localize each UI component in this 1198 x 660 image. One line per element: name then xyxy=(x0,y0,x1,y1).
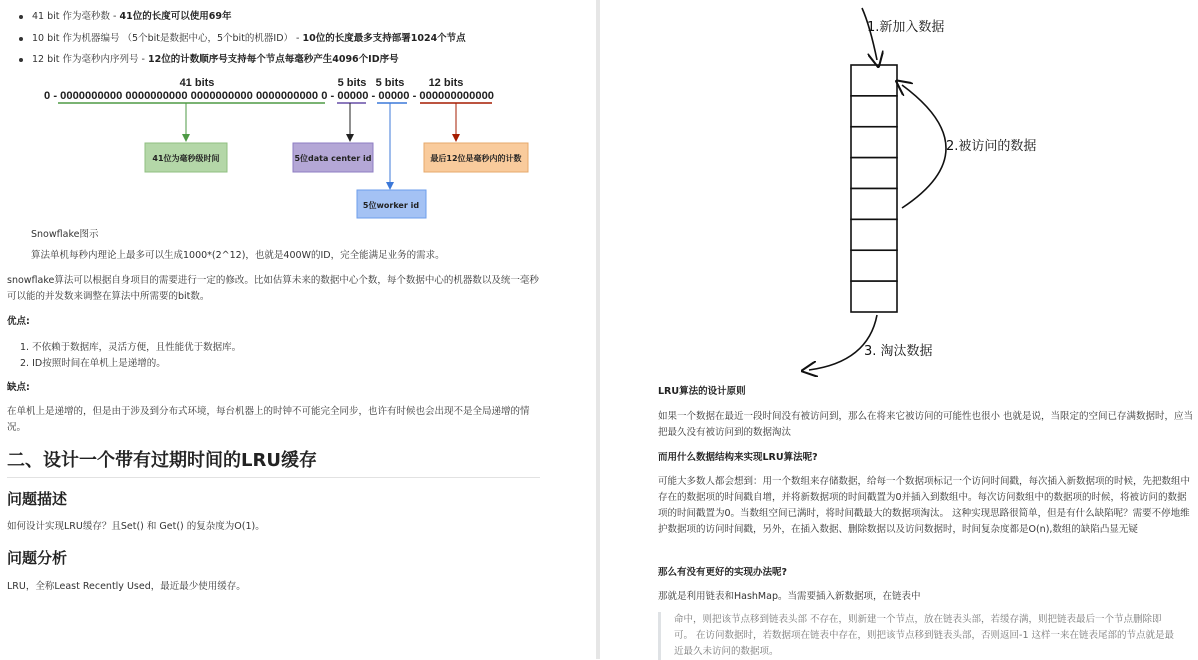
label-41-bits: 41 bits xyxy=(179,77,215,89)
lru-cell xyxy=(851,281,897,312)
label-5-bits-worker: 5 bits xyxy=(375,77,405,89)
evict-arrow xyxy=(809,315,877,370)
cons-paragraph: 在单机上是递增的，但是由于涉及到分布式环境，每台机器上的时钟不可能完全同步，也许有时候也会出现不是全局递增的情况。 xyxy=(7,406,530,433)
lru-cell xyxy=(851,96,897,127)
lru-cell xyxy=(851,189,897,220)
dc-box-label: 5位data center id xyxy=(294,154,372,163)
list-item: 2. ID按照时间在单机上是递增的。 xyxy=(20,358,166,369)
list-item: 1. 不依赖于数据库，灵活方便，且性能优于数据库。 xyxy=(20,342,242,353)
worker-box-label: 5位worker id xyxy=(362,201,420,210)
bullet-bold-text: 41位的长度可以使用69年 xyxy=(119,11,232,22)
bullet-bold-text: 12位的计数顺序号支持每个节点每毫秒产生4096个ID序号 xyxy=(148,54,399,65)
principle-heading: LRU算法的设计原则 xyxy=(658,386,746,397)
better-paragraph: 那就是利用链表和HashMap。当需要插入新数据项，在链表中 xyxy=(658,591,921,602)
cons-label: 缺点: xyxy=(7,382,30,393)
analysis-text: LRU，全称Least Recently Used，最近最少使用缓存。 xyxy=(7,581,246,592)
snowflake-diagram xyxy=(0,74,596,224)
new-data-label: 1.新加入数据 xyxy=(867,20,945,35)
section-heading: 二、设计一个带有过期时间的LRU缓存 xyxy=(7,446,540,478)
linked-list-quote: 命中，则把该节点移到链表头部 不存在，则新建一个节点，放在链表头部，若缓存满，则把链表最后一个节点删除即可。 在访问数据时，若数据项在链表中存在，则把该节点移到链表头部，否则返回-1 这样一来在链表尾部的节点就是最近最久未访问的数据项。 xyxy=(658,612,1180,660)
lru-cell-stack xyxy=(851,65,897,312)
accessed-data-label: 2.被访问的数据 xyxy=(946,139,1037,154)
label-5-bits-dc: 5 bits xyxy=(337,77,367,89)
throughput-paragraph: 算法单机每秒内理论上最多可以生成1000*(2^12)，也就是400W的ID，完全能满足业务的需求。 xyxy=(31,250,445,261)
better-heading: 那么有没有更好的实现办法呢? xyxy=(658,567,788,578)
binary-layout: 0 - 0000000000 0000000000 0000000000 0000000000 0 - 00000 - 00000 - 000000000000 xyxy=(44,90,494,102)
snowflake-paragraph: snowflake算法可以根据自身项目的需要进行一定的修改。比如估算未来的数据中心个数，每个数据中心的机器数以及统一毫秒可以能的并发数来调整在算法中所需要的bit数。 xyxy=(7,275,539,302)
figure-caption: Snowflake图示 xyxy=(31,229,99,240)
time-box-label: 41位为毫秒级时间 xyxy=(152,154,220,163)
analysis-heading: 问题分析 xyxy=(7,549,68,567)
list-item xyxy=(18,52,466,74)
problem-heading: 问题描述 xyxy=(7,490,68,508)
lru-cell xyxy=(851,158,897,189)
bit-allocation-list xyxy=(18,9,466,74)
seq-box-label: 最后12位是毫秒内的计数 xyxy=(430,154,522,163)
list-item xyxy=(18,31,466,53)
lru-diagram xyxy=(600,0,1198,380)
lru-cell xyxy=(851,127,897,158)
list-item xyxy=(18,9,466,31)
principle-paragraph: 如果一个数据在最近一段时间没有被访问到，那么在将来它被访问的可能性也很小 也就是说，当限定的空间已存满数据时，应当把最久没有被访问到的数据淘汰 xyxy=(658,411,1194,438)
structure-heading: 而用什么数据结构来实现LRU算法呢? xyxy=(658,452,818,463)
bullet-bold-text: 10位的长度最多支持部署1024个节点 xyxy=(302,32,466,44)
bullet-text: 10 bit 作为机器编号 （5个bit是数据中心，5个bit的机器ID） - xyxy=(32,32,303,44)
lru-cell xyxy=(851,250,897,281)
problem-text: 如何设计实现LRU缓存？且Set() 和 Get() 的复杂度为O(1)。 xyxy=(7,521,265,532)
left-page xyxy=(0,0,596,659)
lru-cell xyxy=(851,65,897,96)
label-12-bits: 12 bits xyxy=(428,77,464,89)
pros-label: 优点: xyxy=(7,316,30,327)
pros-list xyxy=(20,340,241,372)
bullet-text: 41 bit 作为毫秒数 - xyxy=(32,11,120,22)
access-arrow xyxy=(902,85,946,208)
lru-cell xyxy=(851,219,897,250)
structure-paragraph: 可能大多数人都会想到：用一个数组来存储数据，给每一个数据项标记一个访问时间戳，每次插入新数据项的时候，先把数组中存在的数据项的时间戳自增，并将新数据项的时间戳置为0并插入到数组中。每次访问数组中的数据项的时候，将被访问的数据项的时间戳置为0。当数组空间已满时，将时间戳最大的数据项淘汰。 这种实现思路很简单，但是有什么缺陷呢？需要不停地维护数据项的访问时间戳，另外，在插入数据、删除数据以及访问数据时，时间复杂度都是O(n),数组的缺陷凸显无疑 xyxy=(658,476,1191,535)
bullet-text: 12 bit 作为毫秒内序列号 - xyxy=(32,54,148,65)
evict-data-label: 3. 淘汰数据 xyxy=(864,344,933,359)
